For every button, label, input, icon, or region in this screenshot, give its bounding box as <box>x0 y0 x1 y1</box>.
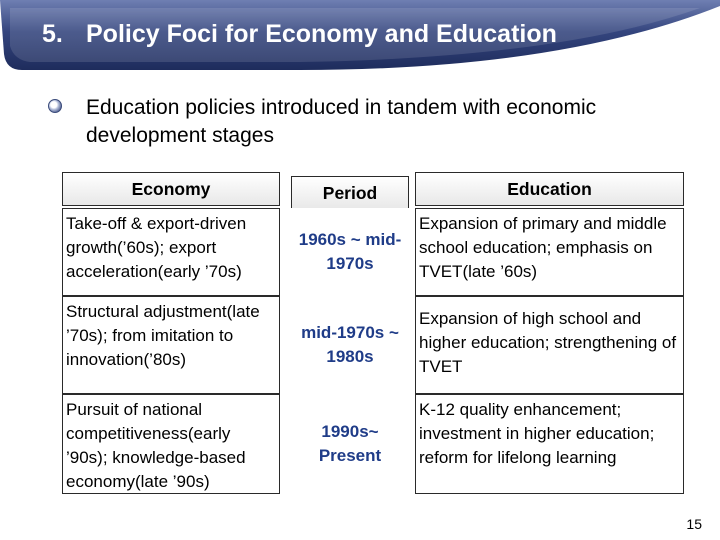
row2-economy: Structural adjustment(late ’70s); from imitation to innovation(’80s) <box>62 296 280 394</box>
row2-period: mid-1970s ~ 1980s <box>291 296 409 394</box>
row3-economy: Pursuit of national competitiveness(early ’90s); knowledge-based economy(late ’90s) <box>62 394 280 494</box>
title-banner <box>0 0 720 78</box>
header-education: Education <box>415 172 684 206</box>
row1-economy: Take-off & export-driven growth(’60s); export acceleration(early ’70s) <box>62 208 280 296</box>
row2-education: Expansion of high school and higher education; strengthening of TVET <box>415 296 684 394</box>
row1-education: Expansion of primary and middle school education; emphasis on TVET(late ’60s) <box>415 208 684 296</box>
header-economy: Economy <box>62 172 280 206</box>
header-period: Period <box>291 176 409 210</box>
page-title: Policy Foci for Economy and Education <box>86 20 557 48</box>
section-number: 5. <box>42 20 63 48</box>
bullet-icon <box>48 99 62 113</box>
row3-education: K-12 quality enhancement; investment in higher education; reform for lifelong learning <box>415 394 684 494</box>
page-number: 15 <box>686 516 702 532</box>
bullet-text: Education policies introduced in tandem with economic development stages <box>86 96 597 147</box>
row3-period: 1990s~ Present <box>291 394 409 494</box>
row1-period: 1960s ~ mid-1970s <box>291 208 409 296</box>
policy-table <box>62 172 684 496</box>
